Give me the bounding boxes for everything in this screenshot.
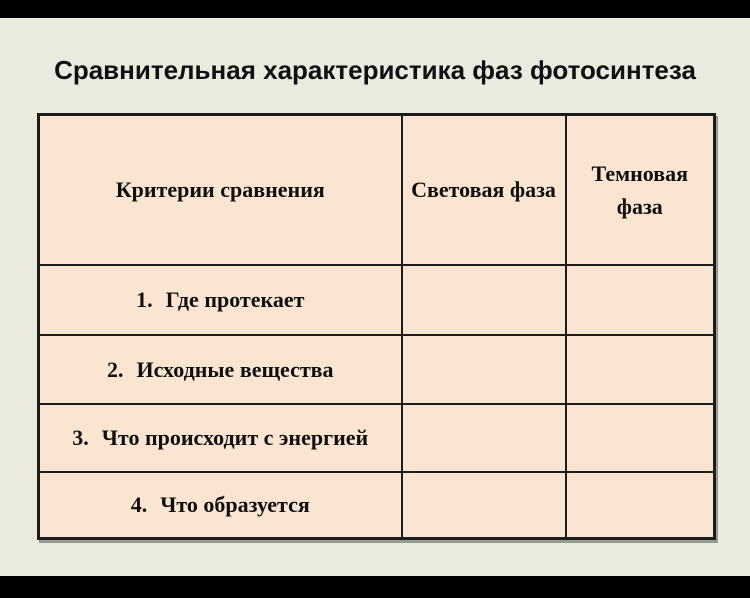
col-header-criteria: Критерии сравнения (39, 115, 402, 265)
criterion-cell (39, 335, 402, 404)
criterion-label: Что происходит с энергией (101, 425, 369, 450)
header-row (39, 115, 715, 265)
table-row (39, 404, 715, 472)
table-row (39, 265, 715, 335)
row-number: 2. (106, 356, 124, 382)
table-row (39, 472, 715, 539)
letterbox-bottom (0, 576, 750, 598)
dark-phase-cell (566, 265, 715, 335)
criterion-label: Что образуется (160, 492, 310, 518)
criterion-cell (39, 404, 402, 472)
row-number: 3. (72, 425, 89, 450)
light-phase-cell (402, 265, 566, 335)
comparison-table (37, 113, 716, 540)
dark-phase-cell (566, 335, 715, 404)
criterion-label: Исходные вещества (136, 356, 334, 382)
criterion-label: Где протекает (165, 287, 305, 312)
col-header-dark-phase: Темновая фаза (566, 115, 715, 265)
light-phase-cell (402, 404, 566, 472)
letterbox-top (0, 0, 750, 18)
row-number: 1. (136, 287, 153, 312)
row-number: 4. (130, 492, 148, 518)
col-header-light-phase: Световая фаза (402, 115, 566, 265)
light-phase-cell (402, 472, 566, 539)
slide-title: Сравнительная характеристика фаз фотосинтеза (54, 55, 696, 85)
criterion-cell (39, 472, 402, 539)
light-phase-cell (402, 335, 566, 404)
criterion-cell (39, 265, 402, 335)
dark-phase-cell (566, 472, 715, 539)
dark-phase-cell (566, 404, 715, 472)
table-row (39, 335, 715, 404)
